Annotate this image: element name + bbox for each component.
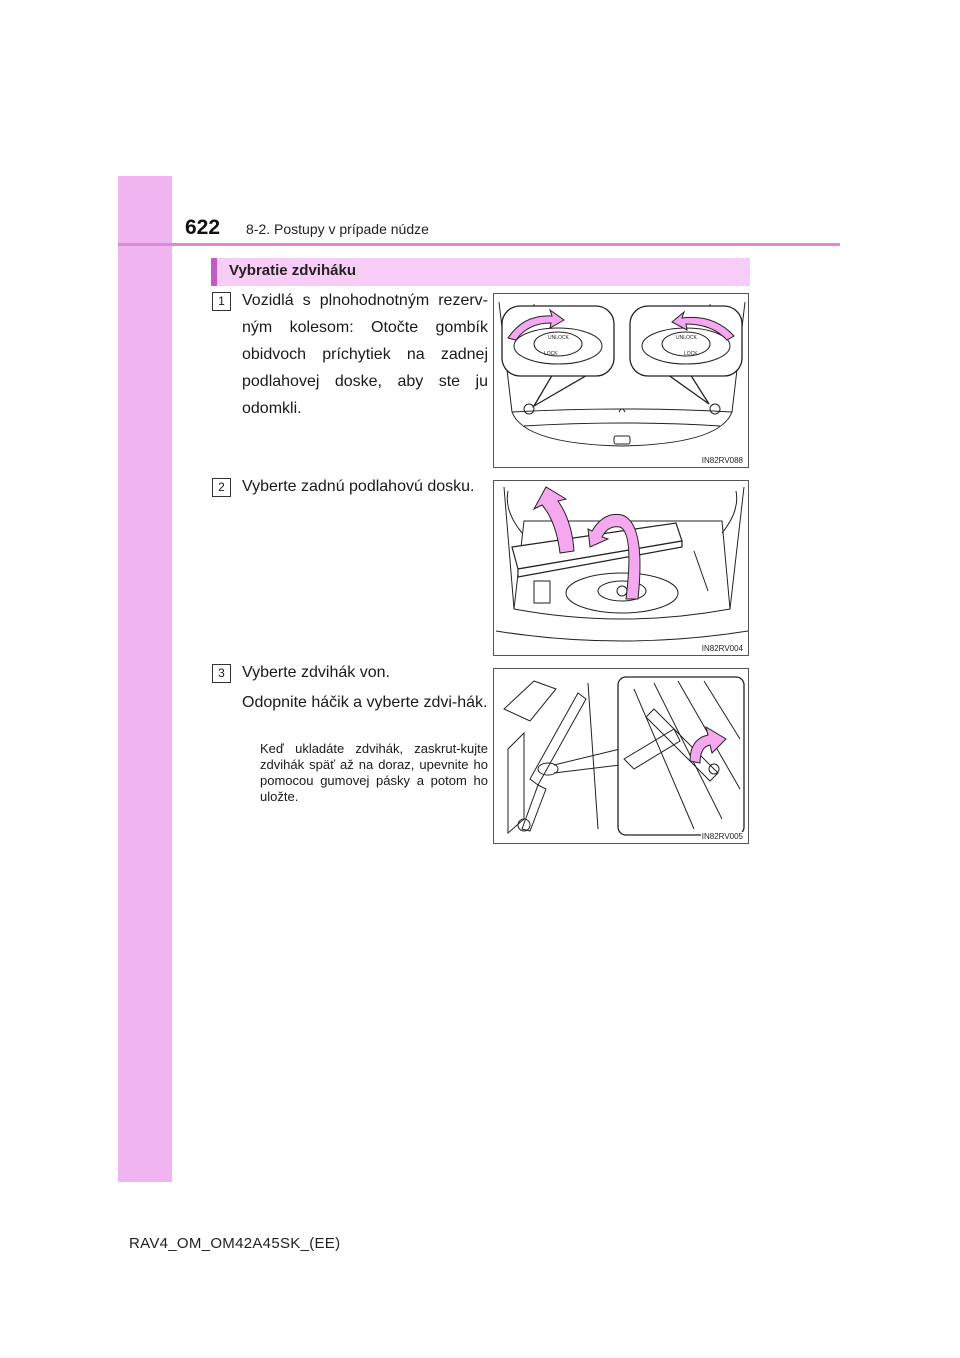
subheading [211, 258, 750, 286]
subheading-label: Vybratie zdviháku [229, 262, 356, 279]
step-text-2: Vyberte zadnú podlahovú dosku. [242, 478, 475, 495]
page-number: 622 [185, 216, 221, 239]
step-text-1: Vozidlá s plnohodnotným rezerv-ným kolesom: Otočte gombík obidvoch príchytiek na zadnej podlahovej doske, aby ste ju odomkli. [242, 292, 488, 417]
chapter-sidebar [118, 176, 172, 1182]
document-footer-code: RAV4_OM_OM42A45SK_(EE) [129, 1235, 341, 1252]
figure-code-3: IN82RV005 [701, 832, 743, 841]
knob-label-unlock-right: UNLOCK [676, 335, 697, 341]
figure-code-1: IN82RV088 [701, 456, 743, 465]
floor-board-illustration [494, 481, 749, 656]
step-number-3: 3 [212, 664, 231, 683]
figure-remove-floor-board [493, 480, 749, 656]
step-text-3b: Odopnite háčik a vyberte zdvi-hák. [242, 694, 488, 711]
header-divider [118, 243, 840, 246]
step-number-2: 2 [212, 478, 231, 497]
jack-illustration [494, 669, 749, 844]
figure-remove-jack [493, 668, 749, 844]
step-note-3: Keď ukladáte zdvihák, zaskrut-kujte zdvihák späť až na doraz, upevnite ho pomocou gumovej pásky a potom ho uložte. [260, 741, 488, 804]
knob-label-lock-left: LOCK [544, 351, 558, 357]
trunk-knobs-illustration [494, 294, 749, 468]
step-number-1: 1 [212, 292, 231, 311]
section-title: 8-2. Postupy v prípade núdze [246, 221, 429, 237]
step-text-3: Vyberte zdvihák von. [242, 664, 390, 681]
figure-floor-board-knobs [493, 293, 749, 468]
figure-code-2: IN82RV004 [701, 644, 743, 653]
knob-label-lock-right: LOCK [684, 351, 698, 357]
knob-label-unlock-left: UNLOCK [548, 335, 569, 341]
